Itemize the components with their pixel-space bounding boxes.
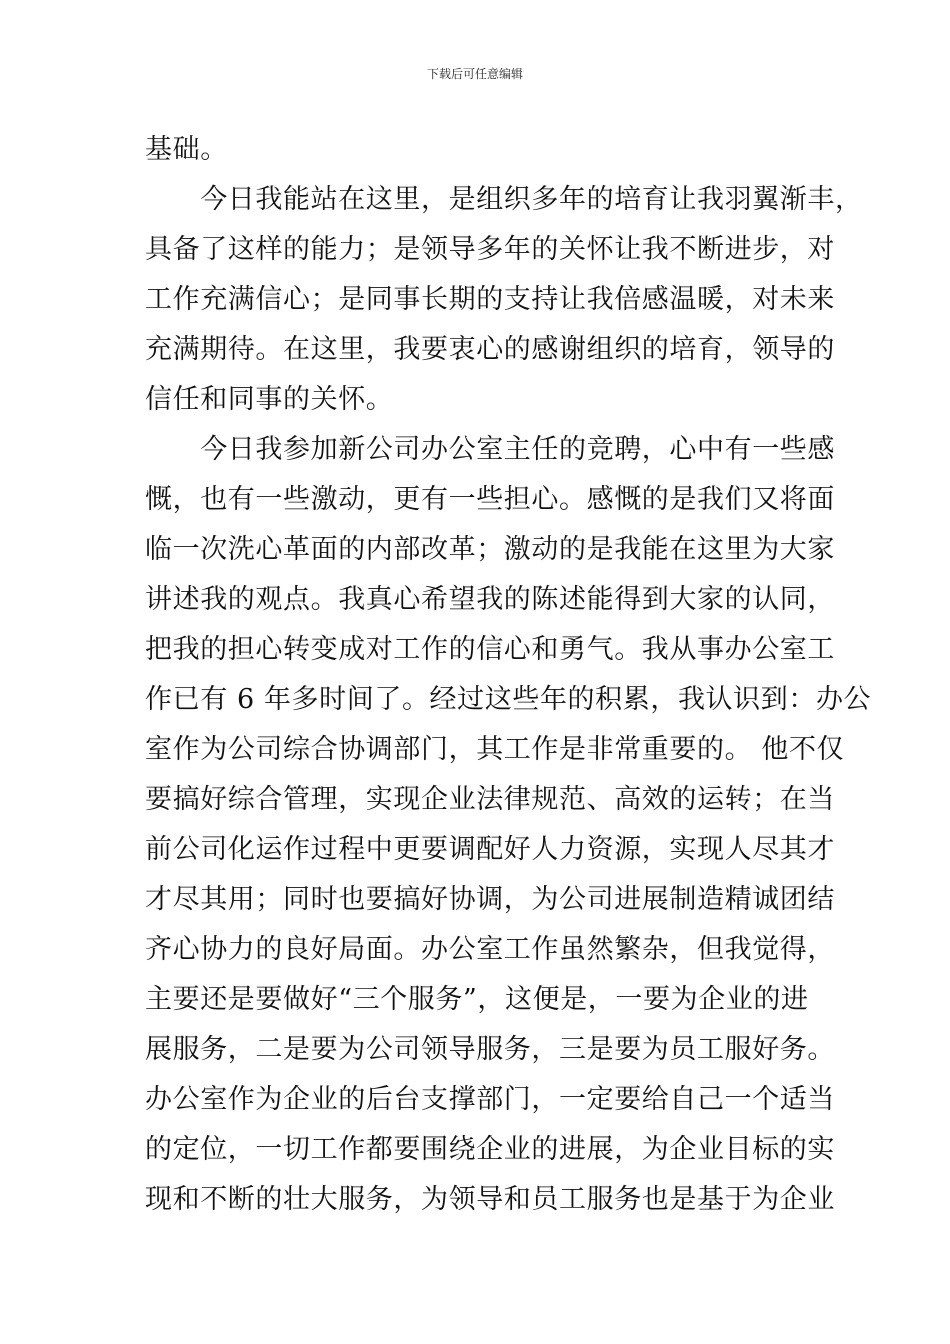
- text-line: 才尽其用；同时也要搞好协调，为公司进展制造精诚团结: [145, 884, 835, 915]
- text-line: 前公司化运作过程中更要调配好人力资源，实现人尽其才: [145, 834, 835, 865]
- page-header: 下载后可任意编辑: [426, 67, 523, 81]
- text-line: 作已有 6 年多时间了。经过这些年的积累，我认识到：办公: [145, 684, 872, 715]
- text-line: 要搞好综合管理，实现企业法律规范、高效的运转；在当: [145, 784, 835, 815]
- text-line: 充满期待。在这里，我要衷心的感谢组织的培育，领导的: [145, 334, 835, 365]
- text-line: 基础。: [145, 134, 228, 165]
- text-line: 齐心协力的良好局面。办公室工作虽然繁杂，但我觉得，: [145, 934, 835, 965]
- text-line: 室作为公司综合协调部门，其工作是非常重要的。 他不仅: [145, 734, 845, 765]
- text-line: 信任和同事的关怀。: [145, 384, 394, 415]
- text-line: 办公室作为企业的后台支撑部门，一定要给自己一个适当: [145, 1084, 835, 1115]
- text-line: 讲述我的观点。我真心希望我的陈述能得到大家的认同，: [145, 584, 835, 615]
- text-line: 把我的担心转变成对工作的信心和勇气。我从事办公室工: [145, 634, 835, 665]
- text-line: 主要还是要做好“三个服务”，这便是，一要为企业的进: [145, 984, 809, 1015]
- text-line: 临一次洗心革面的内部改革；激动的是我能在这里为大家: [145, 534, 835, 565]
- text-line: 展服务，二是要为公司领导服务，三是要为员工服好务。: [145, 1034, 835, 1065]
- text-line: 今日我参加新公司办公室主任的竞聘，心中有一些感: [145, 434, 835, 465]
- text-line: 具备了这样的能力；是领导多年的关怀让我不断进步，对: [145, 234, 835, 265]
- text-line: 的定位，一切工作都要围绕企业的进展，为企业目标的实: [145, 1134, 835, 1165]
- text-line: 现和不断的壮大服务，为领导和员工服务也是基于为企业: [145, 1184, 835, 1215]
- text-line: 工作充满信心；是同事长期的支持让我倍感温暖，对未来: [145, 284, 835, 315]
- text-line: 今日我能站在这里，是组织多年的培育让我羽翼渐丰，: [145, 184, 863, 215]
- text-line: 慨，也有一些激动，更有一些担心。感慨的是我们又将面: [145, 484, 835, 515]
- document-body: [145, 125, 872, 1225]
